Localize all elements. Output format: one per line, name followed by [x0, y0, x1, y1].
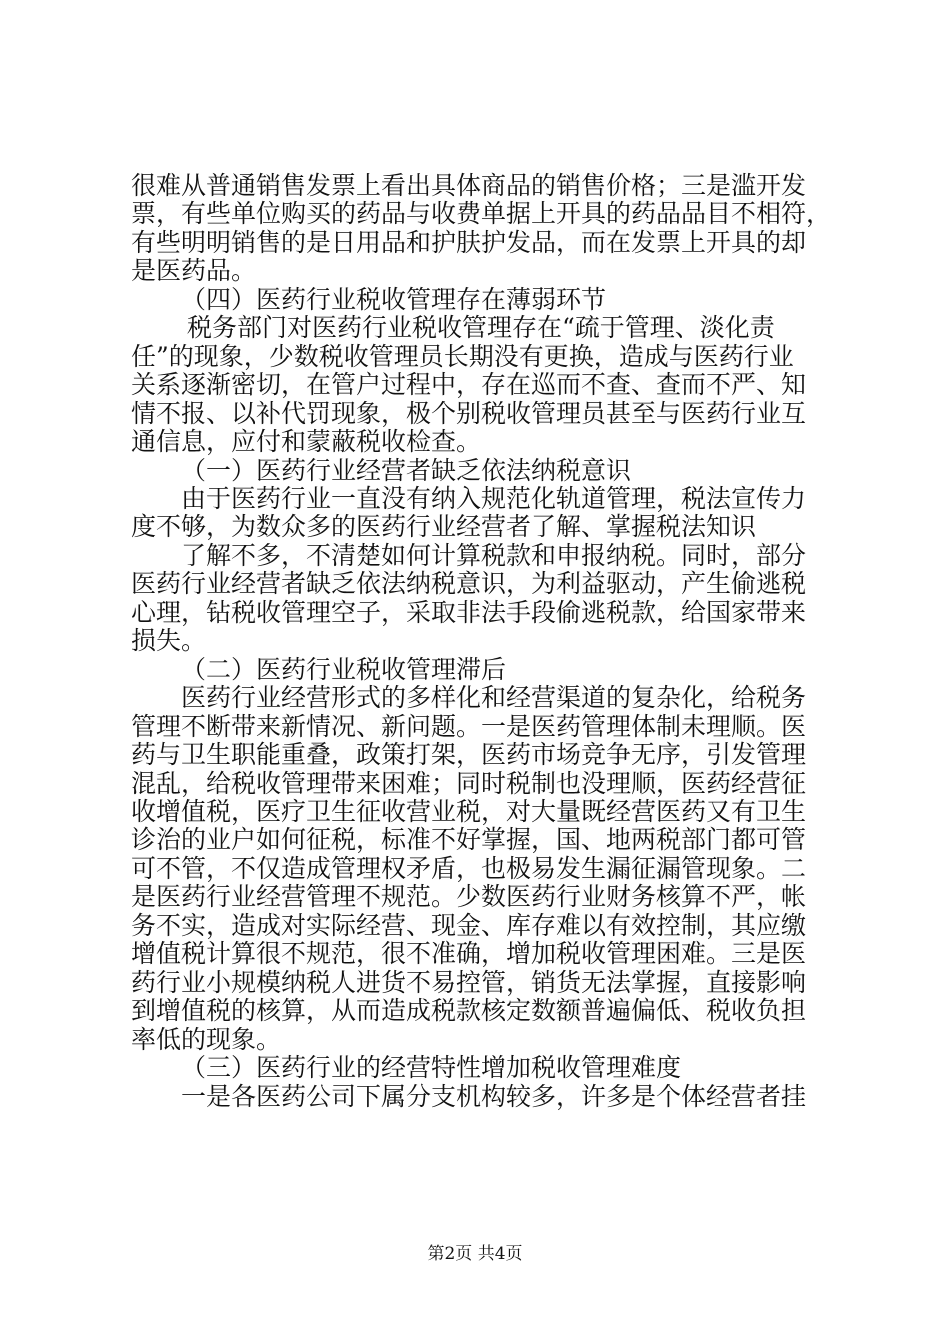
text-line: 一是各医药公司下属分支机构较多，许多是个体经营者挂 — [181, 1082, 807, 1111]
text-line: 关系逐渐密切，在管户过程中，存在巡而不查、查而不严、知 — [131, 371, 807, 400]
text-line: 医药行业经营形式的多样化和经营渠道的复杂化，给税务 — [181, 684, 807, 713]
text-line: 医药行业经营者缺乏依法纳税意识，为利益驱动，产生偷逃税 — [131, 570, 807, 599]
text-line: 收增值税，医疗卫生征收营业税，对大量既经营医药又有卫生 — [131, 797, 807, 826]
text-line: （四）医药行业税收管理存在薄弱环节 — [181, 285, 607, 314]
text-line: 很难从普通销售发票上看出具体商品的销售价格；三是滥开发 — [131, 172, 807, 200]
text-line: 可不管，不仅造成管理权矛盾，也极易发生漏征漏管现象。二 — [131, 854, 807, 883]
text-line: 诊治的业户如何征税，标准不好掌握，国、地两税部门都可管 — [131, 826, 807, 855]
text-line: 度不够，为数众多的医药行业经营者了解、掌握税法知识 — [131, 513, 757, 542]
text-line: 药行业小规模纳税人进货不易控管，销货无法掌握，直接影响 — [131, 968, 807, 997]
text-line: 任”的现象，少数税收管理员长期没有更换，造成与医药行业 — [131, 342, 794, 371]
text-line: 有些明明销售的是日用品和护肤护发品，而在发票上开具的却 — [131, 228, 807, 257]
text-line: 税务部门对医药行业税收管理存在“疏于管理、淡化责 — [187, 314, 775, 343]
text-line: 到增值税的核算，从而造成税款核定数额普遍偏低、税收负担 — [131, 997, 807, 1026]
text-line: 增值税计算很不规范，很不准确，增加税收管理困难。三是医 — [131, 940, 807, 969]
text-line: 了解不多，不清楚如何计算税款和申报纳税。同时，部分 — [181, 541, 807, 570]
text-line: 管理不断带来新情况、新问题。一是医药管理体制未理顺。医 — [131, 712, 807, 741]
text-line: （一）医药行业经营者缺乏依法纳税意识 — [181, 456, 632, 485]
text-line: 情不报、以补代罚现象，极个别税收管理员甚至与医药行业互 — [131, 399, 807, 428]
text-line: 是医药行业经营管理不规范。少数医药行业财务核算不严，帐 — [131, 883, 807, 912]
text-line: 药与卫生职能重叠，政策打架，医药市场竞争无序，引发管理 — [131, 741, 807, 770]
body-text — [131, 172, 831, 1111]
text-line: 损失。 — [131, 627, 207, 656]
text-line: （三）医药行业的经营特性增加税收管理难度 — [181, 1054, 682, 1083]
page-footer: 第2页 共4页 — [427, 1244, 523, 1264]
text-line: 混乱，给税收管理带来困难；同时税制也没理顺，医药经营征 — [131, 769, 807, 798]
text-line: 通信息，应付和蒙蔽税收检查。 — [131, 428, 482, 457]
text-line: 心理，钻税收管理空子，采取非法手段偷逃税款，给国家带来 — [131, 598, 807, 627]
text-line: 务不实，造成对实际经营、现金、库存难以有效控制，其应缴 — [131, 911, 807, 940]
text-line: 率低的现象。 — [131, 1025, 282, 1054]
text-line: 票，有些单位购买的药品与收费单据上开具的药品品目不相符， — [131, 200, 831, 229]
text-line: （二）医药行业税收管理滞后 — [181, 655, 507, 684]
text-line: 由于医药行业一直没有纳入规范化轨道管理，税法宣传力 — [181, 484, 807, 513]
text-line: 是医药品。 — [131, 257, 257, 286]
